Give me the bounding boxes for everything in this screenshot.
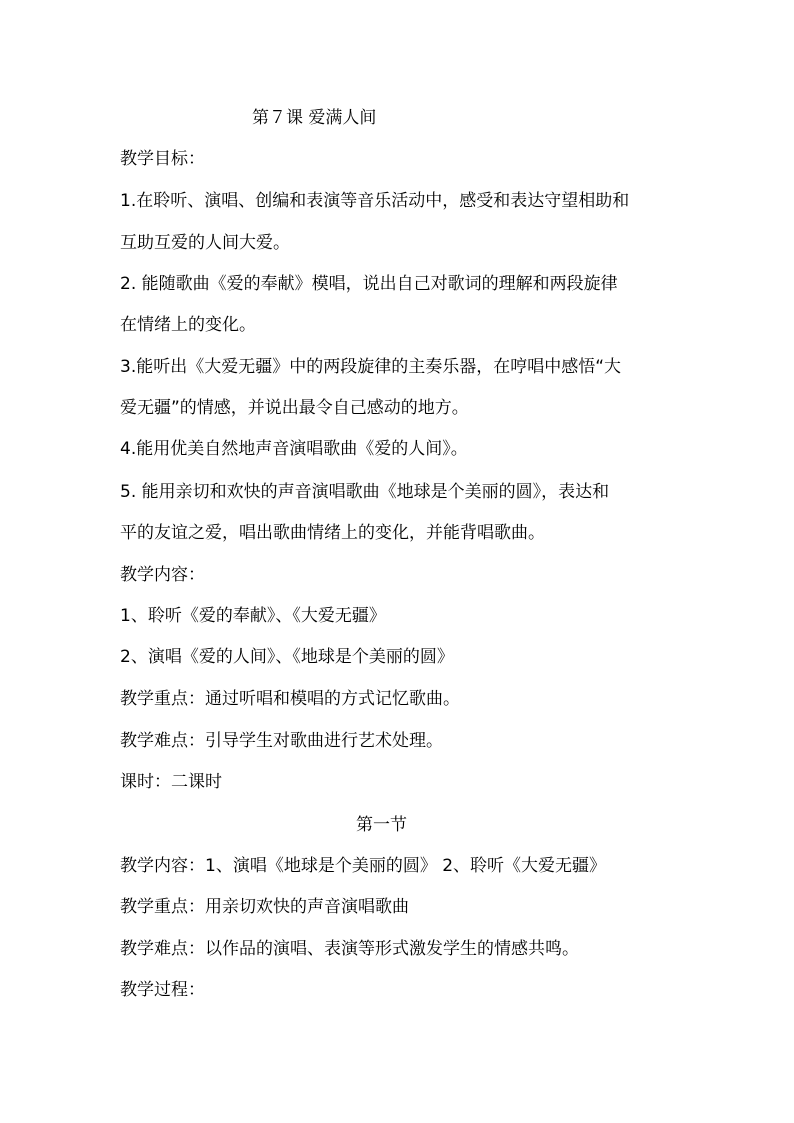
objective-line: 平的友谊之爱，唱出歌曲情绪上的变化，并能背唱歌曲。 [120, 523, 545, 543]
section-title: 第一节 [356, 815, 407, 835]
class-hours: 课时：二课时 [120, 772, 222, 792]
difficulties: 教学难点：引导学生对歌曲进行艺术处理。 [120, 731, 443, 751]
objective-line: 5. 能用亲切和欢快的声音演唱歌曲《地球是个美丽的圆》，表达和 [120, 482, 610, 502]
section-key-points: 教学重点：用亲切欢快的声音演唱歌曲 [120, 897, 409, 917]
objective-line: 1.在聆听、演唱、创编和表演等音乐活动中，感受和表达守望相助和 [120, 191, 630, 211]
section-process-heading: 教学过程： [120, 980, 205, 1000]
objective-line: 4.能用优美自然地声音演唱歌曲《爱的人间》。 [120, 439, 468, 459]
objective-line: 3.能听出《大爱无疆》中的两段旋律的主奏乐器，在哼唱中感悟“大 [120, 357, 622, 377]
objective-line: 互助互爱的人间大爱。 [120, 233, 290, 253]
objectives-heading: 教学目标： [120, 149, 205, 169]
key-points: 教学重点：通过听唱和模唱的方式记忆歌曲。 [120, 689, 460, 709]
lesson-title: 第７课 爱满人间 [252, 108, 377, 128]
objective-line: 2. 能随歌曲《爱的奉献》模唱，说出自己对歌词的理解和两段旋律 [120, 274, 618, 294]
content-item: 1、聆听《爱的奉献》、《大爱无疆》 [120, 606, 386, 626]
objective-line: 爱无疆”的情感，并说出最令自己感动的地方。 [120, 398, 469, 418]
section-difficulties: 教学难点：以作品的演唱、表演等形式激发学生的情感共鸣。 [120, 939, 579, 959]
section-content: 教学内容：1、演唱《地球是个美丽的圆》 2、聆听《大爱无疆》 [120, 856, 607, 876]
content-heading: 教学内容： [120, 565, 205, 585]
content-item: 2、演唱《爱的人间》、《地球是个美丽的圆》 [120, 647, 454, 667]
objective-line: 在情绪上的变化。 [120, 315, 256, 335]
